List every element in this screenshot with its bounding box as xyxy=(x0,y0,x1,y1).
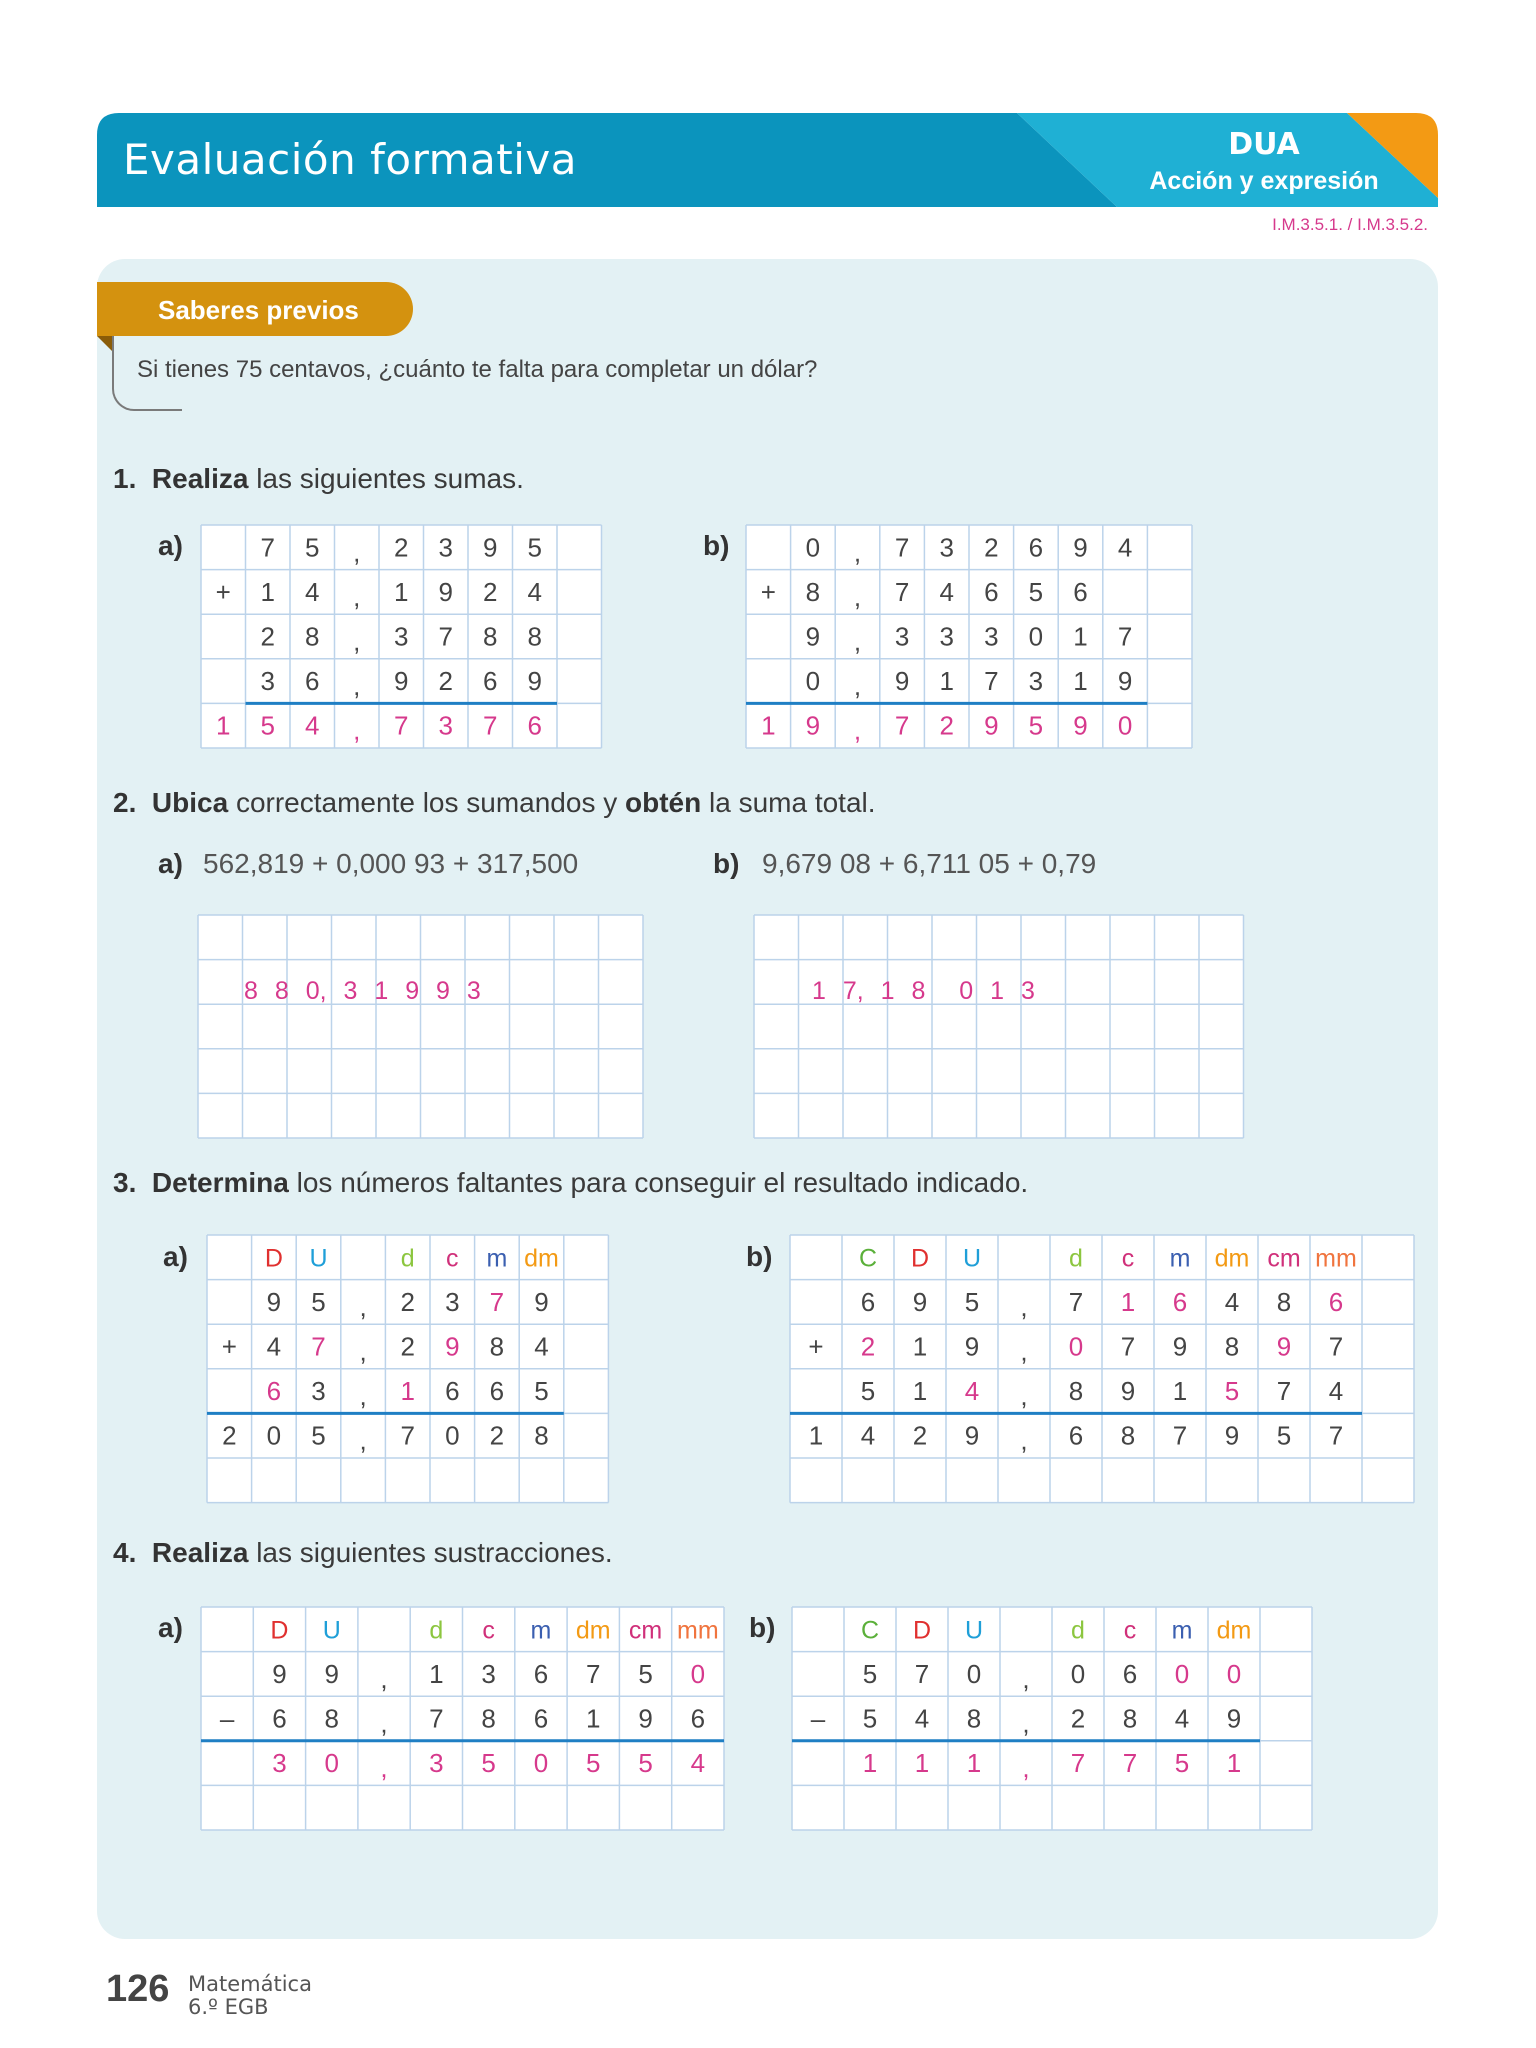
grid-digit: , xyxy=(853,671,862,702)
answer-digit: 1 xyxy=(1120,1286,1136,1317)
answer-digit: 7 xyxy=(489,1286,505,1317)
grid-digit: 0 xyxy=(805,666,821,697)
grid-digit: 3 xyxy=(394,621,409,652)
grid-digit: 9 xyxy=(272,1658,287,1689)
tab-fold xyxy=(97,336,113,352)
grid-digit: 8 xyxy=(534,1420,549,1451)
grid-digit: 1 xyxy=(1172,1376,1188,1407)
place-value-header: d xyxy=(400,1244,415,1273)
footer-grade: 6.º EGB xyxy=(188,1995,269,2019)
page-number: 126 xyxy=(106,1968,170,2010)
grid-digit: 6 xyxy=(483,666,498,697)
answer-digit: 9 xyxy=(1073,710,1088,741)
question-text: las siguientes sustracciones. xyxy=(248,1537,613,1568)
grid-digit: 5 xyxy=(534,1376,549,1407)
answer-digit: 9 xyxy=(445,1331,460,1362)
grid-1a xyxy=(201,525,606,748)
grid-digit: 9 xyxy=(1226,1703,1242,1734)
grid-digit: 1 xyxy=(429,1658,444,1689)
grid-3a xyxy=(207,1235,608,1503)
grid-digit: , xyxy=(359,1425,367,1456)
place-value-header: dm xyxy=(1214,1244,1250,1273)
place-value-header: U xyxy=(309,1244,328,1273)
grid-digit: 1 xyxy=(1073,666,1088,697)
grid-digit: 7 xyxy=(894,576,910,607)
place-value-header: cm xyxy=(1267,1244,1301,1273)
grid-digit: 3 xyxy=(260,666,275,697)
grid-digit: , xyxy=(853,581,862,612)
grid-digit: 9 xyxy=(1224,1420,1240,1451)
operator-sign: – xyxy=(810,1703,826,1734)
answer-digit: 4 xyxy=(305,710,320,741)
answer-digit: 9 xyxy=(984,710,999,741)
grid-digit: 5 xyxy=(862,1703,878,1734)
grid-digit: 2 xyxy=(912,1420,928,1451)
place-value-header: c xyxy=(482,1616,495,1645)
answer-digit: , xyxy=(380,1753,388,1784)
grid-digit: 6 xyxy=(489,1376,505,1407)
grid-digit: 6 xyxy=(1028,532,1044,563)
grid-digit: 9 xyxy=(1172,1331,1188,1362)
grid-digit: , xyxy=(853,626,862,657)
answer-2b: 1 7, 1 8 0 1 3 xyxy=(812,977,1035,1005)
question-number: 2. xyxy=(113,787,137,818)
grid-digit: 7 xyxy=(1120,1331,1136,1362)
grid-digit: 9 xyxy=(527,666,542,697)
grid-digit: 6 xyxy=(690,1703,706,1734)
grid-digit: , xyxy=(359,1381,367,1412)
answer-digit: , xyxy=(353,715,361,746)
grid-digit: 5 xyxy=(862,1658,878,1689)
answer-digit: 6 xyxy=(266,1376,282,1407)
grid-digit: 2 xyxy=(400,1331,415,1362)
grid-digit: 7 xyxy=(586,1658,601,1689)
grid-digit: 8 xyxy=(324,1703,339,1734)
grid-digit: 7 xyxy=(1328,1420,1344,1451)
grid-digit: , xyxy=(1022,1708,1030,1739)
label-1a: a) xyxy=(158,530,183,561)
place-value-header: m xyxy=(1171,1616,1193,1645)
answer-digit: 5 xyxy=(1174,1748,1190,1779)
question-text: los números faltantes para conseguir el resultado indicado. xyxy=(288,1167,1029,1198)
place-value-header: m xyxy=(1169,1244,1191,1273)
grid-digit: 1 xyxy=(939,666,954,697)
footer-subject: Matemática xyxy=(188,1972,312,1996)
question-3 xyxy=(113,1167,1028,1199)
grid-digit: 7 xyxy=(260,532,275,563)
place-value-header: D xyxy=(912,1616,932,1645)
grid-digit: 8 xyxy=(489,1331,505,1362)
grid-digit: 7 xyxy=(400,1420,415,1451)
expression-2a: 562,819 + 0,000 93 + 317,500 xyxy=(203,848,579,879)
label-1b: b) xyxy=(703,530,730,561)
grid-digit: 2 xyxy=(394,532,409,563)
grid-digit: 8 xyxy=(805,576,821,607)
grid-digit: 3 xyxy=(445,1286,460,1317)
place-value-header: d xyxy=(1069,1244,1083,1273)
grid-digit: , xyxy=(853,537,862,568)
grid-digit: 7 xyxy=(1117,621,1133,652)
place-value-header: c xyxy=(1123,1616,1137,1645)
grid-digit: 4 xyxy=(1328,1376,1344,1407)
grid-digit: , xyxy=(353,671,361,702)
indicator-code: I.M.3.5.1. / I.M.3.5.2. xyxy=(1272,215,1428,234)
grid-digit: 0 xyxy=(1070,1658,1086,1689)
grid-digit: 4 xyxy=(860,1420,876,1451)
grid-digit: 0 xyxy=(805,532,821,563)
answer-digit: 1 xyxy=(914,1748,930,1779)
answer-digit: 1 xyxy=(966,1748,982,1779)
empty-grid-2a xyxy=(198,915,644,1139)
operator-sign: – xyxy=(219,1703,235,1734)
answer-digit: 0 xyxy=(1174,1658,1190,1689)
operator-sign: + xyxy=(221,1331,237,1362)
grid-digit: 3 xyxy=(984,621,999,652)
question-text: las siguientes sumas. xyxy=(248,463,524,494)
place-value-header: U xyxy=(322,1616,341,1645)
grid-digit: 8 xyxy=(1122,1703,1138,1734)
grid-background xyxy=(754,915,1244,1138)
expression-2b: 9,679 08 + 6,711 05 + 0,79 xyxy=(762,848,1097,879)
grid-digit: , xyxy=(353,581,361,612)
answer-digit: , xyxy=(1022,1753,1030,1784)
answer-digit: 5 xyxy=(586,1748,601,1779)
grid-digit: 9 xyxy=(394,666,409,697)
grid-digit: 2 xyxy=(489,1420,505,1451)
place-value-header: C xyxy=(860,1616,880,1645)
answer-digit: 5 xyxy=(638,1748,653,1779)
answer-digit: 6 xyxy=(527,710,542,741)
grid-digit: 5 xyxy=(305,532,320,563)
grid-digit: 0 xyxy=(966,1658,982,1689)
answer-digit: 7 xyxy=(483,710,498,741)
grid-digit: 9 xyxy=(638,1703,653,1734)
place-value-header: U xyxy=(962,1244,982,1273)
grid-digit: 5 xyxy=(311,1420,326,1451)
grid-digit: 4 xyxy=(914,1703,930,1734)
grid-digit: 4 xyxy=(939,576,954,607)
grid-digit: 3 xyxy=(894,621,910,652)
grid-digit: , xyxy=(353,626,361,657)
place-value-header: cm xyxy=(628,1616,663,1645)
answer-digit: 3 xyxy=(438,710,453,741)
grid-digit: 9 xyxy=(438,576,453,607)
grid-digit: 9 xyxy=(805,621,821,652)
question-1 xyxy=(113,463,524,495)
grid-digit: 8 xyxy=(1068,1376,1084,1407)
grid-digit: 2 xyxy=(400,1286,415,1317)
grid-digit: 6 xyxy=(445,1376,460,1407)
grid-digit: 9 xyxy=(1073,532,1088,563)
grid-digit: 2 xyxy=(984,532,999,563)
grid-digit: 8 xyxy=(305,621,320,652)
grid-digit: 0 xyxy=(266,1420,282,1451)
answer-digit: 9 xyxy=(1276,1331,1292,1362)
answer-digit: 7 xyxy=(1122,1748,1138,1779)
grid-digit: 8 xyxy=(483,621,498,652)
grid-digit: 7 xyxy=(914,1658,930,1689)
grid-digit: 7 xyxy=(894,532,910,563)
question-2 xyxy=(113,787,876,819)
answer-digit: 0 xyxy=(324,1748,339,1779)
answer-digit: , xyxy=(853,715,862,746)
grid-digit: 6 xyxy=(1073,576,1088,607)
place-value-header: C xyxy=(858,1244,878,1273)
question-text: la suma total. xyxy=(701,787,876,818)
grid-digit: 1 xyxy=(808,1420,824,1451)
label-3a: a) xyxy=(163,1241,188,1272)
place-value-header: d xyxy=(429,1616,444,1645)
answer-digit: 0 xyxy=(533,1748,549,1779)
grid-digit: 8 xyxy=(481,1703,496,1734)
grid-digit: 7 xyxy=(429,1703,444,1734)
grid-digit: 2 xyxy=(483,576,498,607)
answer-digit: 6 xyxy=(1172,1286,1188,1317)
grid-digit: 2 xyxy=(438,666,453,697)
grid-digit: , xyxy=(1020,1381,1028,1412)
place-value-header: c xyxy=(446,1244,459,1273)
grid-digit: , xyxy=(359,1336,367,1367)
answer-digit: 0 xyxy=(1068,1331,1084,1362)
grid-digit: 4 xyxy=(1224,1286,1240,1317)
place-value-header: D xyxy=(270,1616,289,1645)
answer-digit: 5 xyxy=(1224,1376,1240,1407)
question-verb: Realiza xyxy=(151,1537,249,1568)
answer-digit: 0 xyxy=(1226,1658,1242,1689)
grid-digit: 9 xyxy=(534,1286,549,1317)
page-header xyxy=(97,113,1438,207)
answer-2a: 8 8 0, 3 1 9 9 3 xyxy=(244,977,481,1005)
grid-digit: 9 xyxy=(1117,666,1133,697)
place-value-header: mm xyxy=(1315,1244,1357,1273)
label-2a: a) xyxy=(158,848,183,879)
grid-digit: 6 xyxy=(1122,1658,1138,1689)
question-verb: Ubica xyxy=(151,787,229,818)
grid-digit: 1 xyxy=(912,1376,928,1407)
grid-digit: 9 xyxy=(483,532,498,563)
answer-digit: 2 xyxy=(939,710,954,741)
grid-digit: 1 xyxy=(586,1703,601,1734)
grid-digit: 9 xyxy=(894,666,910,697)
grid-digit: 8 xyxy=(1276,1286,1292,1317)
grid-digit: 6 xyxy=(272,1703,287,1734)
grid-4b xyxy=(792,1607,1312,1830)
label-2b: b) xyxy=(713,848,740,879)
grid-digit: 0 xyxy=(1028,621,1044,652)
dua-title: DUA xyxy=(1228,127,1300,162)
question-verb: obtén xyxy=(625,787,702,818)
grid-digit: 0 xyxy=(445,1420,460,1451)
place-value-header: D xyxy=(910,1244,930,1273)
answer-digit: 6 xyxy=(1328,1286,1344,1317)
answer-digit: 3 xyxy=(272,1748,287,1779)
grid-digit: 9 xyxy=(964,1331,980,1362)
place-value-header: dm xyxy=(575,1616,611,1645)
grid-digit: 7 xyxy=(1328,1331,1344,1362)
grid-digit: 5 xyxy=(1276,1420,1292,1451)
grid-digit: 6 xyxy=(533,1703,549,1734)
grid-digit: 9 xyxy=(964,1420,980,1451)
question-verb: Determina xyxy=(151,1167,289,1198)
question-text: correctamente los sumandos y xyxy=(228,787,626,818)
grid-1b xyxy=(746,525,1196,748)
label-4a: a) xyxy=(158,1612,183,1643)
place-value-header: dm xyxy=(1216,1616,1252,1645)
answer-digit: 1 xyxy=(862,1748,878,1779)
operator-sign: + xyxy=(808,1331,824,1362)
grid-digit: , xyxy=(1020,1425,1028,1456)
answer-digit: 2 xyxy=(860,1331,876,1362)
grid-digit: 6 xyxy=(984,576,999,607)
grid-digit: 5 xyxy=(964,1286,980,1317)
grid-digit: 6 xyxy=(305,666,320,697)
place-value-header: c xyxy=(1121,1244,1135,1273)
answer-digit: 4 xyxy=(964,1376,980,1407)
empty-grid-2b xyxy=(754,915,1245,1139)
grid-digit: 7 xyxy=(984,666,999,697)
grid-digit: 7 xyxy=(1276,1376,1292,1407)
grid-digit: 4 xyxy=(1117,532,1133,563)
grid-digit: 4 xyxy=(534,1331,549,1362)
grid-digit: 3 xyxy=(939,532,954,563)
grid-digit: , xyxy=(359,1291,367,1322)
answer-digit: 7 xyxy=(894,710,910,741)
answer-digit: 7 xyxy=(311,1331,326,1362)
grid-digit: 5 xyxy=(860,1376,876,1407)
grid-digit: 5 xyxy=(1028,576,1044,607)
question-verb: Realiza xyxy=(151,463,249,494)
grid-digit: 3 xyxy=(438,532,453,563)
grid-digit: 2 xyxy=(260,621,275,652)
question-number: 3. xyxy=(113,1167,137,1198)
grid-digit: 3 xyxy=(1028,666,1044,697)
answer-digit: 7 xyxy=(394,710,409,741)
grid-3b xyxy=(790,1235,1414,1503)
grid-digit: 9 xyxy=(912,1286,928,1317)
answer-digit: 4 xyxy=(690,1748,706,1779)
answer-digit: 1 xyxy=(216,710,231,741)
answer-digit: 7 xyxy=(1070,1748,1086,1779)
answer-digit: 5 xyxy=(481,1748,496,1779)
place-value-header: m xyxy=(486,1244,508,1273)
place-value-header: d xyxy=(1071,1616,1085,1645)
grid-digit: , xyxy=(1022,1663,1030,1694)
label-3b: b) xyxy=(746,1241,773,1272)
grid-digit: 4 xyxy=(527,576,542,607)
grid-digit: , xyxy=(1020,1336,1028,1367)
place-value-header: m xyxy=(530,1616,552,1645)
grid-digit: 1 xyxy=(394,576,409,607)
grid-digit: 1 xyxy=(260,576,275,607)
grid-digit: 4 xyxy=(1174,1703,1190,1734)
label-4b: b) xyxy=(749,1612,776,1643)
grid-digit: 7 xyxy=(1068,1286,1084,1317)
place-value-header: U xyxy=(964,1616,984,1645)
grid-digit: 6 xyxy=(1068,1420,1084,1451)
answer-digit: 1 xyxy=(1226,1748,1242,1779)
grid-digit: 2 xyxy=(1070,1703,1086,1734)
grid-digit: , xyxy=(1020,1291,1028,1322)
grid-digit: 8 xyxy=(966,1703,982,1734)
question-number: 1. xyxy=(113,463,137,494)
saberes-question: Si tienes 75 centavos, ¿cuánto te falta para completar un dólar? xyxy=(137,356,818,383)
question-4 xyxy=(113,1537,613,1569)
grid-digit: 5 xyxy=(638,1658,653,1689)
grid-digit: 3 xyxy=(939,621,954,652)
operator-sign: + xyxy=(760,576,776,607)
grid-digit: 3 xyxy=(481,1658,496,1689)
grid-digit: 1 xyxy=(1073,621,1088,652)
grid-digit: 2 xyxy=(222,1420,237,1451)
grid-digit: 5 xyxy=(527,532,542,563)
answer-digit: 3 xyxy=(429,1748,444,1779)
grid-digit: 9 xyxy=(1120,1376,1136,1407)
answer-digit: 1 xyxy=(761,710,776,741)
operator-sign: + xyxy=(215,576,231,607)
grid-digit: 9 xyxy=(266,1286,282,1317)
grid-digit: 8 xyxy=(527,621,542,652)
grid-digit: 4 xyxy=(305,576,320,607)
answer-digit: 9 xyxy=(805,710,821,741)
grid-digit: 7 xyxy=(438,621,453,652)
grid-digit: , xyxy=(380,1663,388,1694)
answer-digit: 0 xyxy=(1117,710,1133,741)
grid-digit: 4 xyxy=(266,1331,282,1362)
grid-digit: 9 xyxy=(324,1658,339,1689)
answer-digit: 1 xyxy=(400,1376,415,1407)
grid-digit: 5 xyxy=(311,1286,326,1317)
grid-digit: 3 xyxy=(311,1376,326,1407)
grid-digit: , xyxy=(380,1708,388,1739)
answer-digit: 0 xyxy=(690,1658,706,1689)
place-value-header: D xyxy=(264,1244,283,1273)
grid-digit: 8 xyxy=(1224,1331,1240,1362)
grid-digit: , xyxy=(353,537,361,568)
grid-digit: 7 xyxy=(1172,1420,1188,1451)
page-title: Evaluación formativa xyxy=(123,135,577,184)
grid-digit: 1 xyxy=(912,1331,928,1362)
answer-digit: 5 xyxy=(1028,710,1044,741)
grid-digit: 6 xyxy=(533,1658,549,1689)
answer-digit: 5 xyxy=(260,710,275,741)
place-value-header: dm xyxy=(524,1244,559,1273)
place-value-header: mm xyxy=(677,1616,719,1645)
question-number: 4. xyxy=(113,1537,137,1568)
grid-digit: 8 xyxy=(1120,1420,1136,1451)
dua-subtitle: Acción y expresión xyxy=(1149,167,1379,195)
grid-4a xyxy=(201,1607,724,1830)
saberes-previos-tab: Saberes previos xyxy=(97,282,413,336)
grid-digit: 6 xyxy=(860,1286,876,1317)
